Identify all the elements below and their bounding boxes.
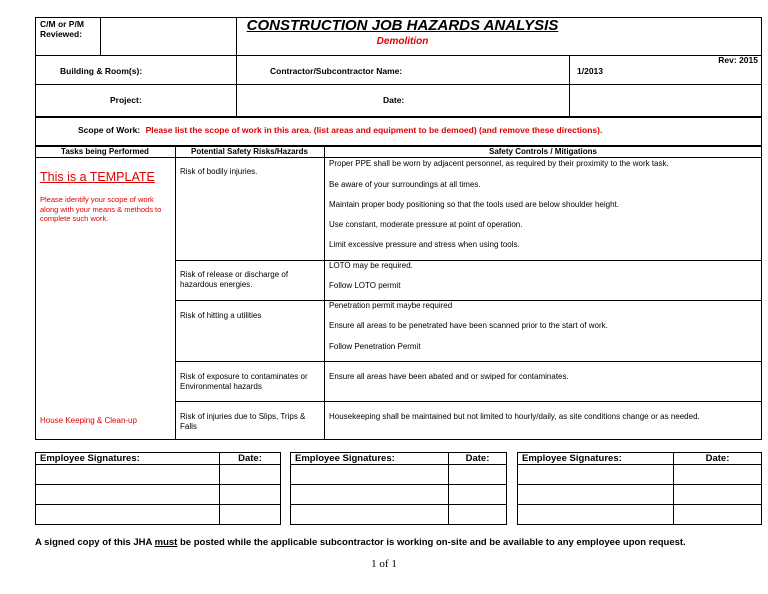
row-rule-4: [175, 401, 762, 402]
revision: Rev: 2015: [718, 55, 758, 65]
template-heading: This is a TEMPLATE: [40, 170, 155, 184]
signature-table-1: [35, 452, 281, 525]
mitigation-penetration-permit-required: Penetration permit maybe required: [329, 301, 453, 310]
signature-cell[interactable]: [291, 485, 449, 505]
column-header-rule: [35, 157, 762, 158]
header-rule-2: [35, 84, 762, 85]
signature-date-cell[interactable]: [449, 505, 507, 525]
posting-notice: [35, 537, 686, 549]
signature-date-cell[interactable]: [220, 465, 281, 485]
date-label: Date:: [383, 95, 405, 105]
contractor-label: Contractor/Subcontractor Name:: [270, 66, 403, 76]
mitigation-limit-pressure: Limit excessive pressure and stress when using tools.: [329, 240, 520, 249]
mitigation-ppe: Proper PPE shall be worn by adjacent personnel, as required by their proximity to the work task.: [329, 159, 669, 168]
header-divider-3: [569, 55, 570, 117]
column-divider-2: [324, 146, 325, 440]
signature-cell[interactable]: [291, 505, 449, 525]
mitigation-loto-required: LOTO may be required.: [329, 261, 413, 270]
signature-cell[interactable]: [291, 465, 449, 485]
signature-date-cell[interactable]: [449, 465, 507, 485]
signature-date-header: Date:: [220, 453, 281, 465]
employee-signatures-header: Employee Signatures:: [518, 453, 674, 465]
header-divider-1: [100, 17, 101, 55]
date-code: 1/2013: [577, 66, 603, 76]
mitigation-loto-permit: Follow LOTO permit: [329, 281, 401, 290]
signature-date-header: Date:: [674, 453, 762, 465]
signature-cell[interactable]: [36, 485, 220, 505]
mitigation-housekeeping: Housekeeping shall be maintained but not limited to hourly/daily, as site conditions change or as needed.: [329, 412, 700, 421]
risk-slips-trips-falls: Risk of injuries due to Slips, Trips & Falls: [180, 412, 306, 431]
mitigation-abated: Ensure all areas have been abated and or swiped for contaminates.: [329, 372, 569, 381]
risk-hazardous-energies: Risk of release or discharge of hazardous energies.: [180, 270, 289, 289]
mitigation-constant-pressure: Use constant, moderate pressure at point of operation.: [329, 220, 523, 229]
employee-signatures-header: Employee Signatures:: [36, 453, 220, 465]
row-rule-1: [175, 260, 762, 261]
posting-notice-pre: A signed copy of this JHA: [35, 537, 155, 548]
page-number: 1 of 1: [371, 558, 397, 570]
hazards-table-frame: [35, 146, 762, 440]
template-note: Please identify your scope of work along with your means & methods to complete such work.: [40, 195, 162, 223]
signature-date-cell[interactable]: [449, 485, 507, 505]
row-rule-3: [175, 361, 762, 362]
scope-row: [78, 125, 602, 136]
risk-contaminates: Risk of exposure to contaminates or Environmental hazards: [180, 372, 308, 391]
column-divider-1: [175, 146, 176, 440]
risk-hitting-utilities: Risk of hitting a utilities: [180, 311, 262, 320]
mitigation-scan-areas: Ensure all areas to be penetrated have been scanned prior to the start of work.: [329, 321, 608, 330]
task-housekeeping: House Keeping & Clean-up: [40, 416, 137, 425]
mitigation-follow-penetration-permit: Follow Penetration Permit: [329, 342, 421, 351]
mitigation-awareness: Be aware of your surroundings at all times.: [329, 180, 481, 189]
signature-cell[interactable]: [518, 485, 674, 505]
document-subtitle: Demolition: [376, 36, 429, 47]
posting-notice-post: be posted while the applicable subcontractor is working on-site and be available to any employee upon request.: [177, 537, 686, 548]
signature-cell[interactable]: [36, 465, 220, 485]
header-rule-1: [35, 55, 762, 56]
signature-date-cell[interactable]: [674, 485, 762, 505]
column-header-tasks: Tasks being Performed: [61, 147, 149, 156]
reviewed-label: C/M or P/M Reviewed:: [40, 19, 84, 39]
mitigation-body-positioning: Maintain proper body positioning so that the tools used are below shoulder height.: [329, 200, 619, 209]
column-header-risks: Potential Safety Risks/Hazards: [191, 147, 308, 156]
signature-cell[interactable]: [36, 505, 220, 525]
scope-instructions: Please list the scope of work in this area. (list areas and equipment to be demoed) (and remove these directions).: [145, 125, 603, 135]
building-label: Building & Room(s):: [60, 66, 143, 76]
signature-cell[interactable]: [518, 465, 674, 485]
project-label: Project:: [110, 95, 142, 105]
signature-date-cell[interactable]: [674, 465, 762, 485]
employee-signatures-header: Employee Signatures:: [291, 453, 449, 465]
signature-date-cell[interactable]: [220, 505, 281, 525]
risk-bodily-injuries: Risk of bodily injuries.: [180, 167, 258, 176]
posting-notice-emphasis: must: [154, 537, 178, 548]
column-header-mitigations: Safety Controls / Mitigations: [488, 147, 597, 156]
signature-date-cell[interactable]: [674, 505, 762, 525]
scope-label: Scope of Work:: [78, 125, 141, 135]
signature-cell[interactable]: [518, 505, 674, 525]
signature-table-2: [290, 452, 507, 525]
signature-date-header: Date:: [449, 453, 507, 465]
signature-table-3: [517, 452, 762, 525]
row-rule-2: [175, 300, 762, 301]
document-title: CONSTRUCTION JOB HAZARDS ANALYSIS: [246, 17, 559, 34]
signature-date-cell[interactable]: [220, 485, 281, 505]
